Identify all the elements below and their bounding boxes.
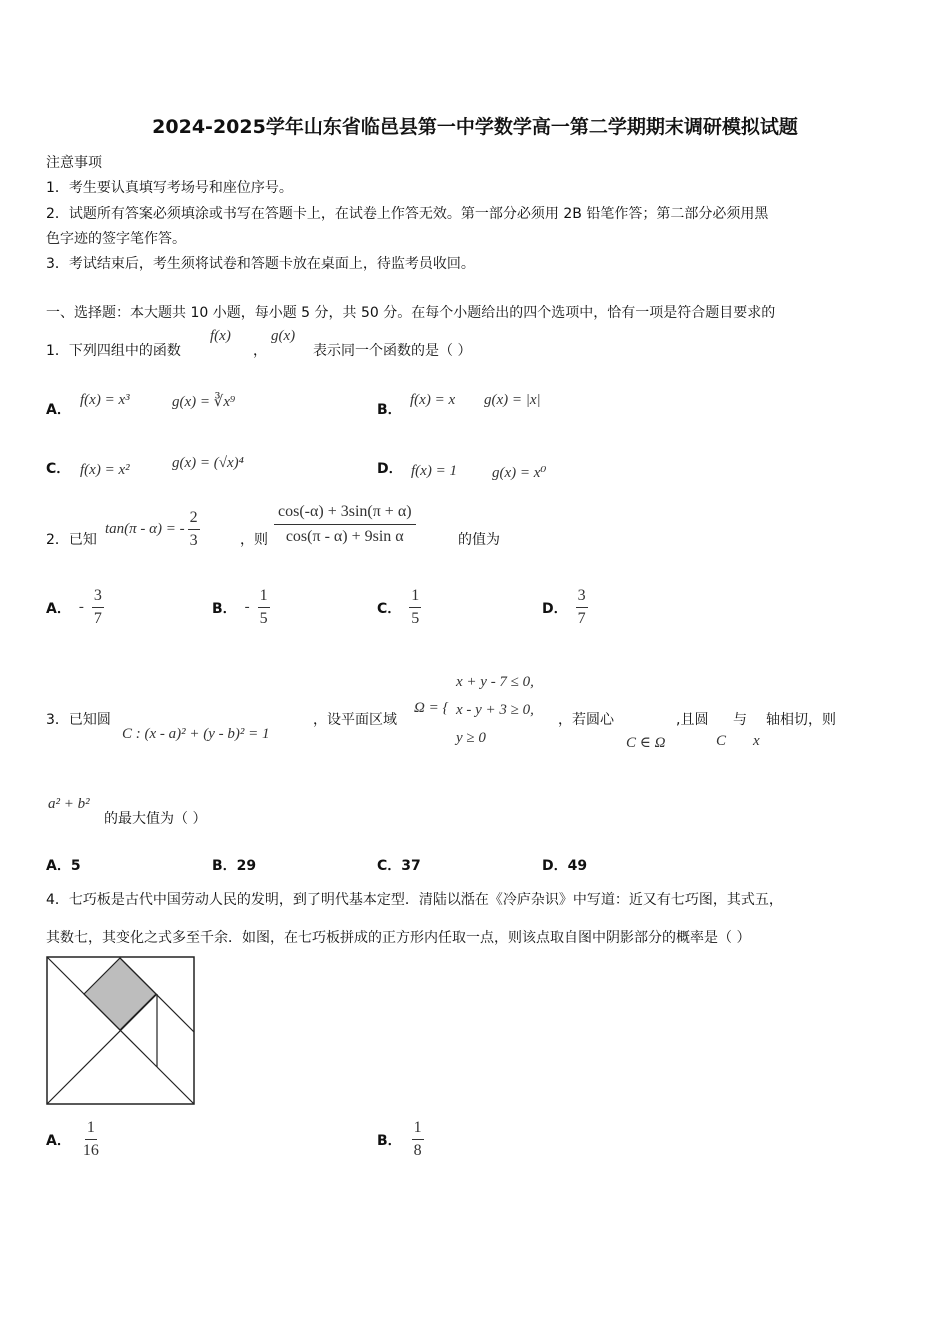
tangram-figure [46, 956, 196, 1106]
option-value: 49 [567, 858, 588, 874]
notice-item: 2．试题所有答案必须填涂或书写在答题卡上，在试卷上作答无效。第一部分必须用 2B 铅笔作答；第二部分必须用黑 [46, 206, 769, 222]
notice-item: 色字迹的签字笔作答。 [46, 231, 186, 247]
q3-system-line: y ≥ 0 [456, 730, 486, 746]
q1-option-a-g: g(x) = ∛x⁹ [172, 394, 236, 410]
fraction-denominator: 5 [259, 610, 268, 627]
option-label: B． [377, 1132, 402, 1149]
q3-omega: Ω = { [414, 700, 449, 716]
fraction-numerator: 1 [85, 1118, 97, 1140]
option-label: D． [542, 858, 568, 874]
fraction-numerator: 1 [258, 586, 270, 608]
option-sign: - [78, 599, 84, 615]
q3-text: 轴相切，则 [766, 712, 836, 728]
option-value: 29 [236, 858, 257, 874]
q2-option-c [377, 586, 421, 629]
q1-f: f(x) [210, 328, 231, 344]
option-fraction [258, 586, 270, 629]
q3-option-a [46, 855, 81, 875]
option-value: 37 [401, 858, 421, 874]
option-label: C． [377, 858, 402, 874]
fraction-denominator: 5 [411, 610, 420, 627]
option-label: A． [46, 1132, 71, 1149]
q1-stem-prefix: 1．下列四组中的函数 [46, 343, 181, 359]
fraction-denominator: 7 [577, 610, 586, 627]
q3-line2: 的最大值为（ ） [104, 811, 207, 827]
option-label: B． [212, 600, 237, 617]
notice-heading: 注意事项 [46, 155, 102, 171]
option-fraction [92, 586, 104, 629]
q3-x: x [753, 733, 760, 749]
q3-system-line: x + y - 7 ≤ 0, [456, 674, 534, 690]
q1-option-label: A． [46, 402, 71, 418]
q2-expression-fraction [274, 500, 416, 549]
q3-option-b [212, 855, 256, 875]
option-label: C． [377, 600, 402, 617]
notice-item: 3．考试结束后，考生须将试卷和答题卡放在桌面上，待监考员收回。 [46, 256, 475, 272]
option-label: A． [46, 858, 71, 874]
q2-condition [105, 508, 200, 551]
q2-condition-text: tan(π - α) = - [105, 521, 185, 537]
option-sign: - [244, 599, 250, 615]
q1-option-c-g: g(x) = (√x)⁴ [172, 455, 244, 471]
q1-option-a-f: f(x) = x³ [80, 392, 130, 408]
notice-item: 1．考生要认真填写考场号和座位序号。 [46, 180, 293, 196]
q1-option-label: B． [377, 402, 402, 418]
q1-g: g(x) [271, 328, 296, 344]
q2-condition-fraction [188, 508, 200, 551]
page-title: 2024-2025学年山东省临邑县第一中学数学高一第二学期期末调研模拟试题 [152, 116, 798, 138]
q1-option-b-g: g(x) = |x| [484, 392, 541, 408]
q1-separator: ， [253, 343, 267, 359]
fraction-denominator: 8 [413, 1142, 422, 1159]
q3-text: 与 [733, 712, 747, 728]
fraction-denominator: 7 [93, 610, 102, 627]
fraction-numerator: 2 [188, 508, 200, 530]
q3-cin: C ∈ Ω [626, 735, 666, 751]
fraction-numerator: 3 [576, 586, 588, 608]
fraction-numerator: 1 [412, 1118, 424, 1140]
q2-prefix: 2．已知 [46, 532, 97, 548]
q1-option-c-f: f(x) = x² [80, 462, 130, 478]
fraction-denominator: cos(π - α) + 9sin α [285, 528, 404, 545]
q3-text: ，若圆心 [558, 712, 614, 728]
option-label: B． [212, 858, 237, 874]
q1-option-d-g: g(x) = x⁰ [492, 465, 547, 481]
q3-option-c [377, 855, 421, 875]
q3-option-d [542, 855, 587, 875]
q3-text: ,且圆 [676, 712, 709, 728]
fraction-numerator: 3 [92, 586, 104, 608]
q4-line1: 4．七巧板是古代中国劳动人民的发明，到了明代基本定型．清陆以湉在《冷庐杂识》中写道：近又有七巧图，其式五， [46, 892, 783, 908]
q2-expression [274, 500, 416, 549]
option-fraction [412, 1118, 424, 1161]
q4-line2: 其数七，其变化之式多至千余．如图，在七巧板拼成的正方形内任取一点，则该点取自图中阴影部分的概率是（ ） [46, 930, 751, 946]
fraction-numerator: 1 [409, 586, 421, 608]
shaded-square [84, 958, 156, 1030]
q2-suffix: 的值为 [458, 532, 500, 548]
q3-system-line: x - y + 3 ≥ 0, [456, 702, 534, 718]
option-fraction [576, 586, 588, 629]
q1-option-b-f: f(x) = x [410, 392, 456, 408]
option-value: 5 [70, 858, 81, 874]
fraction-denominator: 16 [82, 1142, 99, 1159]
q2-option-a [46, 586, 104, 629]
q4-option-a [46, 1118, 101, 1161]
q4-option-b [377, 1118, 424, 1161]
option-fraction [409, 586, 421, 629]
fraction-denominator: 3 [189, 532, 198, 549]
q3-prefix: 3．已知圆 [46, 712, 111, 728]
q3-ab: a² + b² [48, 796, 90, 812]
fraction-numerator: cos(-α) + 3sin(π + α) [274, 500, 416, 525]
option-fraction [81, 1118, 101, 1161]
q3-mid: ，设平面区域 [313, 712, 397, 728]
option-label: A． [46, 600, 71, 617]
q2-option-b [212, 586, 270, 629]
q3-c: C [716, 733, 727, 749]
tangram-line [157, 1067, 194, 1104]
tangram-line [47, 957, 157, 1067]
q3-system [456, 668, 534, 752]
option-label: D． [542, 600, 568, 617]
q3-circle: C : (x - a)² + (y - b)² = 1 [122, 726, 270, 742]
q2-mid: ，则 [240, 532, 268, 548]
q1-stem-suffix: 表示同一个函数的是（ ） [313, 343, 472, 359]
q2-option-d [542, 586, 588, 629]
q1-option-label: C． [46, 461, 71, 477]
q1-option-label: D． [377, 461, 403, 477]
q1-option-d-f: f(x) = 1 [411, 463, 457, 479]
section-heading: 一、选择题：本大题共 10 小题，每小题 5 分，共 50 分。在每个小题给出的四个选项中，恰有一项是符合题目要求的 [46, 305, 776, 321]
